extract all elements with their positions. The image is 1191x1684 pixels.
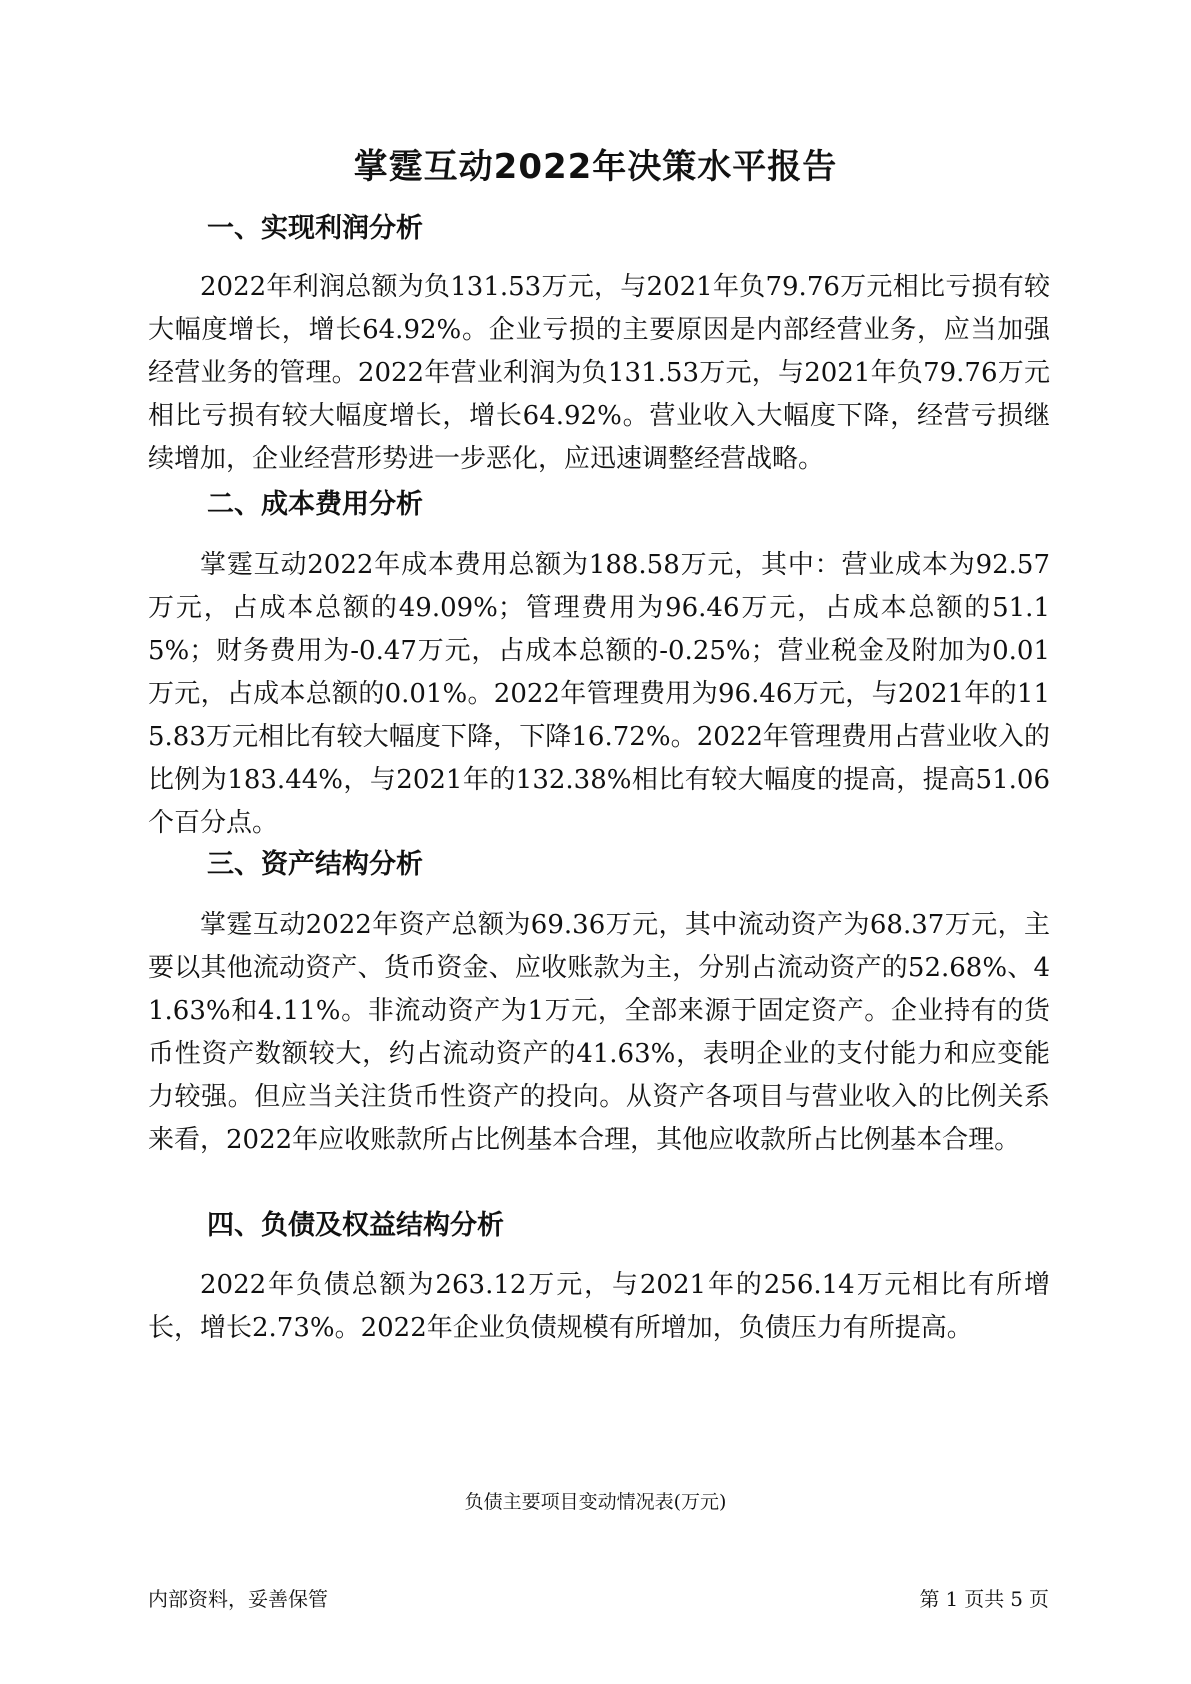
footer-page-indicator bbox=[920, 1585, 1049, 1613]
page-total: 5 bbox=[1010, 1587, 1023, 1611]
page-title: 掌霆互动2022年决策水平报告 bbox=[353, 147, 838, 187]
footer-confidential-note: 内部资料，妥善保管 bbox=[148, 1587, 328, 1611]
section-body-cost: 掌霆互动2022年成本费用总额为188.58万元，其中：营业成本为92.57万元，占成本总额的49.09%；管理费用为96.46万元，占成本总额的51.15%；财务费用为-0.47万元，占成本总额的-0.25%；营业税金及附加为0.01万元，占成本总额的0.01%。2022年管理费用为96.46万元，与2021年的115.83万元相比有较大幅度下降，下降16.72%。2022年管理费用占营业收入的比例为183.44%，与2021年的132.38%相比有较大幅度的提高，提高51.06个百分点。 bbox=[148, 550, 1050, 838]
page-prefix: 第 bbox=[919, 1587, 940, 1611]
section-heading-assets: 三、资产结构分析 bbox=[207, 849, 423, 880]
page-suffix: 页 bbox=[1029, 1587, 1049, 1611]
section-body-liabilities: 2022年负债总额为263.12万元，与2021年的256.14万元相比有所增长，增长2.73%。2022年企业负债规模有所增加，负债压力有所提高。 bbox=[148, 1270, 1050, 1343]
page-current: 1 bbox=[945, 1587, 959, 1611]
section-heading-cost: 二、成本费用分析 bbox=[207, 489, 423, 520]
section-body-assets: 掌霆互动2022年资产总额为69.36万元，其中流动资产为68.37万元，主要以其他流动资产、货币资金、应收账款为主，分别占流动资产的52.68%、41.63%和4.11%。非流动资产为1万元，全部来源于固定资产。企业持有的货币性资产数额较大，约占流动资产的41.63%，表明企业的支付能力和应变能力较强。但应当关注货币性资产的投向。从资产各项目与营业收入的比例关系来看，2022年应收账款所占比例基本合理，其他应收款所占比例基本合理。 bbox=[148, 910, 1050, 1155]
table-caption: 负债主要项目变动情况表(万元) bbox=[464, 1491, 727, 1513]
section-body-profit: 2022年利润总额为负131.53万元，与2021年负79.76万元相比亏损有较大幅度增长，增长64.92%。企业亏损的主要原因是内部经营业务，应当加强经营业务的管理。2022年营业利润为负131.53万元，与2021年负79.76万元相比亏损有较大幅度增长，增长64.92%。营业收入大幅度下降，经营亏损继续增加，企业经营形势进一步恶化，应迅速调整经营战略。 bbox=[148, 272, 1050, 474]
section-heading-liabilities: 四、负债及权益结构分析 bbox=[207, 1210, 504, 1241]
page-mid: 页 bbox=[964, 1587, 985, 1611]
page-total-prefix: 共 bbox=[984, 1587, 1005, 1611]
section-heading-profit: 一、实现利润分析 bbox=[207, 213, 423, 244]
